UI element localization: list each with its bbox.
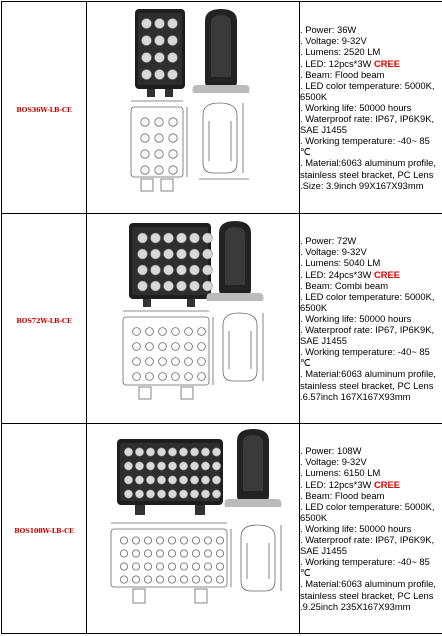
side-drawing — [223, 313, 263, 381]
led-lens — [204, 549, 211, 556]
led-lens — [203, 233, 213, 243]
led-lens — [155, 69, 165, 79]
led-lens — [159, 357, 167, 365]
spec-line: . Power: 72W — [300, 235, 442, 246]
spec-line: .9.25inch 235X167X93mm — [300, 601, 442, 612]
spec-line: . Voltage: 9-32V — [300, 456, 442, 467]
spec-line: . Lumens: 6150 LM — [300, 467, 442, 478]
spec-line — [300, 479, 442, 490]
image-cell — [87, 2, 300, 214]
led-lens — [138, 265, 148, 275]
spec-line: . Working temperature: -40~ 85 ℃ — [300, 135, 442, 157]
led-lens — [146, 475, 154, 483]
led-lens — [190, 265, 200, 275]
led-lens — [146, 342, 154, 350]
led-lens — [132, 575, 139, 582]
product-row — [2, 214, 442, 424]
led-lens — [168, 549, 175, 556]
led-lens — [185, 357, 193, 365]
led-lens — [159, 372, 167, 380]
led-lens — [177, 281, 187, 291]
led-lens — [155, 133, 163, 141]
led-lens — [216, 536, 223, 543]
led-lens — [155, 165, 163, 173]
led-lens — [198, 342, 206, 350]
led-lens — [124, 461, 132, 469]
led-lens — [172, 357, 180, 365]
led-lens — [212, 461, 220, 469]
spec-line: . Material:6063 aluminum profile, stainless steel bracket, PC Lens — [300, 578, 442, 600]
led-lens — [168, 461, 176, 469]
led-lens — [168, 18, 178, 28]
spec-line: . Voltage: 9-32V — [300, 35, 442, 46]
led-lens — [146, 461, 154, 469]
spec-line: . Beam: Flood beam — [300, 69, 442, 80]
led-lens — [155, 18, 165, 28]
led-lens — [120, 536, 127, 543]
spec-line: . Material:6063 aluminum profile, stainless steel bracket, PC Lens — [300, 368, 442, 390]
product-images — [87, 215, 299, 423]
model-name: BOS36W-LB-CE — [16, 106, 71, 114]
led-lens — [198, 372, 206, 380]
led-lens — [144, 536, 151, 543]
led-lens — [124, 475, 132, 483]
led-lens — [168, 475, 176, 483]
led-lens — [179, 447, 187, 455]
model-cell — [2, 424, 87, 634]
led-lens — [124, 489, 132, 497]
led-lens — [169, 149, 177, 157]
led-lens — [120, 562, 127, 569]
led-lens — [192, 575, 199, 582]
led-lens — [168, 52, 178, 62]
led-lens — [146, 447, 154, 455]
led-lens — [192, 549, 199, 556]
led-lens — [201, 475, 209, 483]
front-drawing — [123, 311, 213, 399]
spec-line: . Lumens: 2520 LM — [300, 46, 442, 57]
led-lens — [190, 447, 198, 455]
light-bar-side-photo — [225, 429, 282, 507]
model-cell — [2, 214, 87, 424]
led-lens — [151, 249, 161, 259]
led-lens — [151, 233, 161, 243]
spec-line: . Working temperature: -40~ 85 ℃ — [300, 556, 442, 578]
cree-brand: CREE — [374, 58, 400, 69]
led-lens — [142, 52, 152, 62]
led-lens — [168, 489, 176, 497]
led-lens — [146, 357, 154, 365]
led-lens — [169, 165, 177, 173]
led-lens — [180, 575, 187, 582]
led-lens — [156, 549, 163, 556]
spec-line: . LED color temperature: 5000K, 6500K — [300, 501, 442, 523]
spec-line: . Working temperature: -40~ 85 ℃ — [300, 346, 442, 368]
led-lens — [146, 372, 154, 380]
spec-line: . Voltage: 9-32V — [300, 246, 442, 257]
led-lens — [201, 461, 209, 469]
spec-cell — [300, 424, 442, 634]
spec-line: . LED color temperature: 5000K, 6500K — [300, 80, 442, 102]
cree-brand: CREE — [374, 479, 400, 490]
spec-line: . Waterproof rate: IP67, IP6K9K, SAE J1455 — [300, 113, 442, 135]
spec-line — [300, 58, 442, 69]
led-lens — [141, 149, 149, 157]
led-lens — [198, 357, 206, 365]
led-lens — [120, 549, 127, 556]
led-lens — [180, 536, 187, 543]
spec-cell — [300, 2, 442, 214]
led-lens — [141, 165, 149, 173]
spec-line: . Waterproof rate: IP67, IP6K9K, SAE J1455 — [300, 324, 442, 346]
led-lens — [151, 265, 161, 275]
spec-led-text: . LED: 12pcs*3W — [300, 479, 374, 490]
led-lens — [190, 461, 198, 469]
led-lens — [151, 281, 161, 291]
led-lens — [124, 447, 132, 455]
spec-led-text: . LED: 12pcs*3W — [300, 58, 374, 69]
led-lens — [168, 536, 175, 543]
led-lens — [212, 447, 220, 455]
side-drawing — [199, 103, 249, 179]
led-lens — [132, 562, 139, 569]
led-lens — [141, 133, 149, 141]
led-lens — [204, 536, 211, 543]
led-lens — [177, 265, 187, 275]
spec-cell — [300, 214, 442, 424]
led-lens — [190, 281, 200, 291]
led-lens — [135, 475, 143, 483]
led-lens — [164, 281, 174, 291]
led-lens — [135, 489, 143, 497]
led-lens — [133, 357, 141, 365]
led-lens — [169, 133, 177, 141]
spec-led-text: . LED: 24pcs*3W — [300, 269, 374, 280]
spec-line: . Working life: 50000 hours — [300, 313, 442, 324]
led-lens — [138, 233, 148, 243]
led-lens — [185, 327, 193, 335]
led-lens — [190, 489, 198, 497]
led-lens — [172, 372, 180, 380]
light-bar-side-photo — [193, 9, 250, 93]
led-lens — [179, 475, 187, 483]
led-lens — [155, 149, 163, 157]
led-lens — [133, 342, 141, 350]
light-bar-front-photo — [117, 439, 223, 515]
led-lens — [135, 461, 143, 469]
led-lens — [212, 475, 220, 483]
image-cell — [87, 214, 300, 424]
spec-line: . Lumens: 5040 LM — [300, 257, 442, 268]
led-lens — [201, 489, 209, 497]
led-lens — [177, 249, 187, 259]
led-lens — [155, 52, 165, 62]
spec-line: . Material:6063 aluminum profile, stainless steel bracket, PC Lens — [300, 157, 442, 179]
led-lens — [159, 327, 167, 335]
spec-line: . Working life: 50000 hours — [300, 102, 442, 113]
led-lens — [164, 249, 174, 259]
product-row — [2, 2, 442, 214]
model-cell — [2, 2, 87, 214]
cree-brand: CREE — [374, 269, 400, 280]
spec-line: . Beam: Flood beam — [300, 490, 442, 501]
led-lens — [133, 372, 141, 380]
led-lens — [120, 575, 127, 582]
spec-line: . Power: 36W — [300, 24, 442, 35]
led-lens — [138, 281, 148, 291]
spec-line: . LED color temperature: 5000K, 6500K — [300, 291, 442, 313]
led-lens — [203, 281, 213, 291]
led-lens — [141, 117, 149, 125]
model-name: BOS108W-LB-CE — [14, 527, 74, 535]
led-lens — [155, 117, 163, 125]
spec-line: .Size: 3.9inch 99X167X93mm — [300, 180, 442, 191]
led-lens — [212, 489, 220, 497]
light-bar-front-photo — [129, 223, 212, 307]
led-lens — [185, 372, 193, 380]
spec-list — [300, 235, 442, 401]
led-lens — [144, 549, 151, 556]
led-lens — [146, 327, 154, 335]
led-lens — [142, 35, 152, 45]
spec-line: .6.57inch 167X167X93mm — [300, 391, 442, 402]
led-lens — [164, 265, 174, 275]
led-lens — [179, 489, 187, 497]
led-lens — [204, 562, 211, 569]
led-lens — [198, 327, 206, 335]
spec-list — [300, 24, 442, 190]
led-lens — [179, 461, 187, 469]
spec-line: . Beam: Combi beam — [300, 280, 442, 291]
led-lens — [180, 562, 187, 569]
led-lens — [203, 265, 213, 275]
side-drawing — [241, 525, 281, 591]
led-lens — [135, 447, 143, 455]
led-lens — [168, 69, 178, 79]
led-lens — [172, 327, 180, 335]
led-lens — [144, 562, 151, 569]
led-lens — [132, 549, 139, 556]
spec-line — [300, 269, 442, 280]
led-lens — [164, 233, 174, 243]
led-lens — [177, 233, 187, 243]
led-lens — [157, 447, 165, 455]
led-lens — [157, 489, 165, 497]
led-lens — [142, 18, 152, 28]
led-lens — [138, 249, 148, 259]
spec-line: . Power: 108W — [300, 445, 442, 456]
led-lens — [133, 327, 141, 335]
led-lens — [146, 489, 154, 497]
led-lens — [132, 536, 139, 543]
led-lens — [168, 562, 175, 569]
led-lens — [192, 536, 199, 543]
led-lens — [190, 475, 198, 483]
product-spec-table — [1, 1, 442, 634]
led-lens — [192, 562, 199, 569]
led-lens — [216, 549, 223, 556]
led-lens — [185, 342, 193, 350]
led-lens — [155, 35, 165, 45]
led-lens — [168, 35, 178, 45]
led-lens — [157, 461, 165, 469]
led-lens — [156, 562, 163, 569]
led-lens — [201, 447, 209, 455]
led-lens — [216, 562, 223, 569]
led-lens — [168, 575, 175, 582]
led-lens — [142, 69, 152, 79]
product-images — [87, 3, 299, 213]
led-lens — [156, 536, 163, 543]
spec-line: . Waterproof rate: IP67, IP6K9K, SAE J1455 — [300, 534, 442, 556]
light-bar-side-photo — [207, 221, 264, 301]
spec-list — [300, 445, 442, 611]
led-lens — [180, 549, 187, 556]
led-lens — [172, 342, 180, 350]
led-lens — [169, 117, 177, 125]
product-images — [87, 425, 299, 633]
led-lens — [159, 342, 167, 350]
product-row — [2, 424, 442, 634]
model-name: BOS72W-LB-CE — [16, 317, 71, 325]
led-lens — [190, 233, 200, 243]
led-lens — [216, 575, 223, 582]
led-lens — [204, 575, 211, 582]
led-lens — [156, 575, 163, 582]
light-bar-front-photo — [135, 9, 185, 97]
led-lens — [190, 249, 200, 259]
led-lens — [157, 475, 165, 483]
led-lens — [168, 447, 176, 455]
front-drawing — [131, 101, 187, 191]
spec-line: . Working life: 50000 hours — [300, 523, 442, 534]
led-lens — [144, 575, 151, 582]
led-lens — [203, 249, 213, 259]
image-cell — [87, 424, 300, 634]
front-drawing — [111, 523, 231, 603]
